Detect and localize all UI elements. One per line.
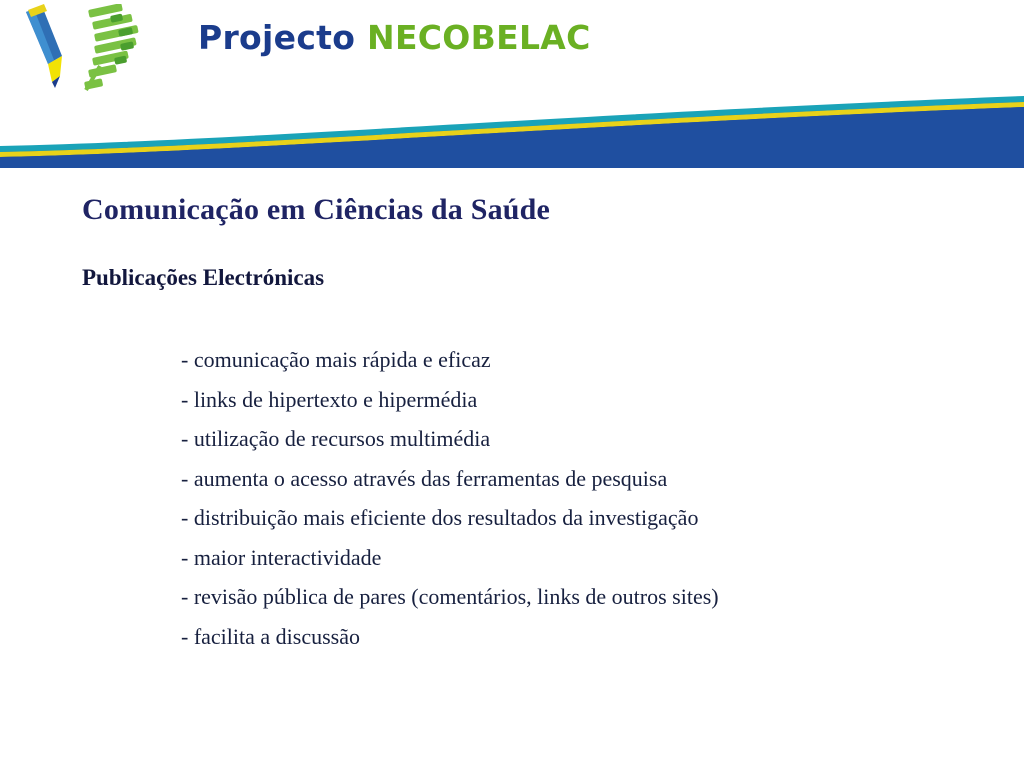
header-wave-decoration bbox=[0, 96, 1024, 168]
list-item: - links de hipertexto e hipermédia bbox=[181, 386, 478, 412]
list-item: - aumenta o acesso através das ferramentas de pesquisa bbox=[181, 465, 668, 491]
list-item: - maior interactividade bbox=[181, 544, 382, 570]
list-item: - distribuição mais eficiente dos resultados da investigação bbox=[181, 505, 699, 530]
section-subtitle: Publicações Electrónicas bbox=[82, 265, 325, 290]
bullet-list bbox=[181, 340, 719, 656]
project-title-word-necobelac: NECOBELAC bbox=[367, 18, 591, 57]
list-item: - utilização de recursos multimédia bbox=[181, 426, 491, 451]
slide-content bbox=[0, 168, 1024, 768]
project-title bbox=[198, 18, 591, 57]
list-item: - revisão pública de pares (comentários, links de outros sites) bbox=[181, 584, 719, 609]
slide-header bbox=[0, 0, 1024, 168]
list-item: - comunicação mais rápida e eficaz bbox=[181, 347, 491, 372]
necobelac-logo-icon bbox=[14, 4, 164, 104]
list-item: - facilita a discussão bbox=[181, 623, 360, 649]
page-title: Comunicação em Ciências da Saúde bbox=[82, 193, 551, 226]
project-title-word-projecto: Projecto bbox=[198, 18, 356, 57]
